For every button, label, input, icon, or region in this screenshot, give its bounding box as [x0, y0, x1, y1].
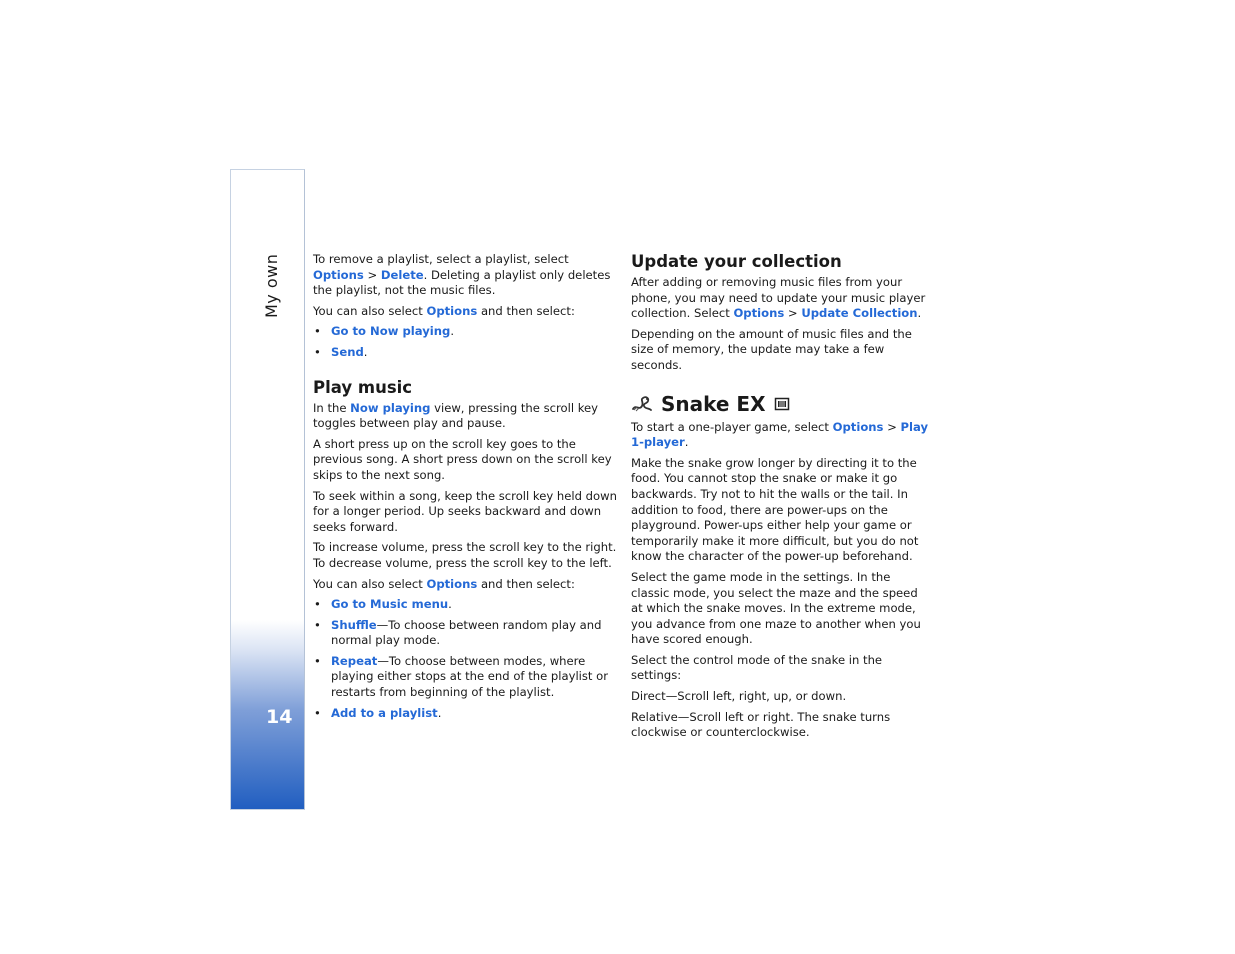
page-number: 14 — [266, 706, 293, 728]
link-update-collection[interactable]: Update Collection — [801, 306, 918, 321]
link-add-to-playlist[interactable]: Add to a playlist — [331, 705, 438, 720]
section-label: My own — [262, 253, 281, 318]
list-item: • Go to Now playing. — [314, 324, 454, 339]
link-delete[interactable]: Delete — [380, 267, 424, 282]
paragraph-now-playing: In the Now playing view, pressing the scroll key toggles between play and pause. — [313, 400, 599, 431]
paragraph-direct: Direct—Scroll left, right, up, or down. — [631, 689, 847, 704]
paragraph-update-time: Depending on the amount of music files and the size of memory, the update may take a few seconds. — [631, 326, 912, 372]
option-list — [313, 597, 617, 721]
paragraph-control-mode: Select the control mode of the snake in the settings: — [631, 652, 883, 683]
paragraph-snake-rules: Make the snake grow longer by directing it to the food. You cannot stop the snake or make it go backwards. Try not to hit the walls or the tail. In addition to food, there are power-ups on the playground. Power-ups either help your game or temporarily make it more difficult, but you do not know the character of the power-up beforehand. — [631, 455, 919, 564]
list-item: • Repeat—To choose between modes, where playing either stops at the end of the playlist or restarts from beginning of the playlist. — [314, 653, 609, 700]
paragraph-game-mode: Select the game mode in the settings. In the classic mode, you select the maze and the speed at which the snake moves. In the extreme mode, you advance from one maze to another when you have scored enough. — [631, 569, 921, 647]
paragraph-relative: Relative—Scroll left or right. The snake turns clockwise or counterclockwise. — [631, 709, 891, 740]
link-options[interactable]: Options — [832, 419, 884, 434]
link-options[interactable]: Options — [733, 306, 785, 321]
link-go-to-now-playing[interactable]: Go to Now playing — [331, 324, 451, 339]
link-play-1-player[interactable]: Play 1-player — [631, 419, 929, 450]
link-shuffle[interactable]: Shuffle — [331, 617, 377, 632]
paragraph-start-game: To start a one-player game, select Options > Play 1-player. — [631, 419, 929, 450]
option-list — [313, 324, 617, 360]
paragraph-volume: To increase volume, press the scroll key to the right. To decrease volume, press the scroll key to the left. — [313, 540, 617, 570]
link-repeat[interactable]: Repeat — [331, 653, 378, 668]
paragraph-also-select: You can also select Options and then select: — [313, 303, 575, 318]
left-column — [313, 252, 617, 726]
link-now-playing[interactable]: Now playing — [350, 400, 431, 415]
paragraph-also-select-2: You can also select Options and then select: — [313, 576, 575, 591]
paragraph-seek: To seek within a song, keep the scroll key held down for a longer period. Up seeks backward and down seeks forward. — [313, 488, 617, 534]
link-go-to-music-menu[interactable]: Go to Music menu — [331, 597, 449, 612]
heading-update-collection: Update your collection — [631, 252, 842, 271]
paragraph-short-press: A short press up on the scroll key goes to the previous song. A short press down on the scroll key skips to the next song. — [313, 436, 612, 482]
heading-snake-ex-row — [631, 392, 931, 416]
link-options[interactable]: Options — [426, 303, 478, 318]
heading-play-music: Play music — [313, 377, 413, 397]
memory-card-icon — [774, 397, 790, 411]
link-options[interactable]: Options — [426, 576, 478, 591]
list-item: • Shuffle—To choose between random play and normal play mode. — [314, 617, 602, 648]
list-item: • Go to Music menu. — [314, 597, 452, 612]
paragraph-remove-playlist: To remove a playlist, select a playlist, select Options > Delete. Deleting a playlist only deletes the playlist, not the music files. — [313, 252, 611, 298]
right-column — [631, 252, 931, 746]
list-item: • Add to a playlist. — [314, 705, 442, 720]
list-item: • Send. — [314, 344, 368, 359]
paragraph-update: After adding or removing music files from your phone, you may need to update your music player collection. Select Options > Update Collection. — [631, 275, 926, 321]
heading-snake-ex: Snake EX — [661, 391, 766, 416]
link-options[interactable]: Options — [313, 267, 364, 282]
link-send[interactable]: Send — [331, 344, 364, 359]
snake-game-icon — [631, 395, 653, 413]
